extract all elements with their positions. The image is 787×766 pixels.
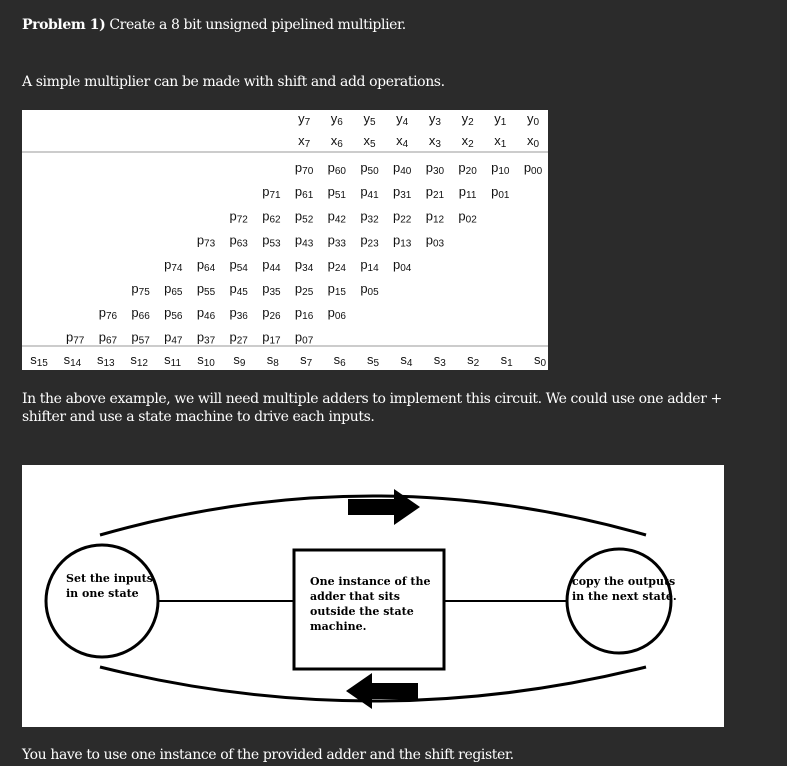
partial-product: p05 — [360, 281, 379, 298]
sum-bit: s12 — [130, 352, 149, 369]
sum-bit: s6 — [333, 352, 346, 369]
partial-product: p66 — [131, 305, 150, 323]
partial-product: p23 — [360, 232, 379, 250]
state-machine-diagram — [22, 465, 724, 727]
multiplicand-digit: y2 — [461, 111, 474, 128]
partial-product: p25 — [294, 281, 314, 298]
partial-product: p07 — [294, 329, 314, 347]
sum-bit: s11 — [164, 352, 182, 369]
partial-product: p16 — [294, 305, 314, 323]
partial-product: p30 — [425, 160, 445, 177]
sum-bit: s3 — [433, 352, 446, 369]
partial-product: p61 — [294, 184, 314, 202]
sum-bit: s7 — [300, 352, 313, 369]
multiplicand-digit: y5 — [363, 111, 376, 128]
problem-statement — [22, 16, 406, 34]
sum-bit: s4 — [400, 352, 413, 369]
multiplication-svg — [22, 110, 548, 370]
sum-bit: s5 — [366, 352, 380, 369]
partial-product: p64 — [196, 256, 216, 274]
multiplier-digit: x0 — [526, 133, 540, 150]
partial-product: p65 — [164, 281, 183, 298]
partial-product: p63 — [229, 232, 248, 250]
multiplier-digit: x4 — [396, 133, 409, 150]
multiplier-digit: x5 — [363, 133, 376, 150]
partial-product: p35 — [262, 281, 281, 298]
partial-product: p47 — [164, 329, 183, 347]
multiplier-digit: x3 — [428, 133, 441, 150]
partial-product: p70 — [294, 160, 314, 177]
partial-product: p56 — [164, 305, 183, 323]
multiplier-digit: x7 — [298, 133, 311, 150]
multiplicand-digit: y3 — [428, 111, 441, 128]
partial-product: p33 — [327, 232, 346, 250]
partial-product: p42 — [327, 208, 346, 226]
partial-product: p22 — [393, 208, 412, 226]
problem-text: Create a 8 bit unsigned pipelined multiplier. — [105, 17, 406, 33]
partial-product: p53 — [262, 232, 281, 250]
partial-product: p57 — [131, 329, 150, 347]
right-state-line-2: in the next state. — [572, 590, 677, 603]
sum-bit: s10 — [197, 352, 215, 369]
left-arrow-icon — [346, 673, 418, 709]
partial-product: p32 — [360, 208, 379, 226]
multiplier-digit: x2 — [461, 133, 474, 150]
multiplicand-digit: y1 — [494, 111, 507, 128]
adder-box-line-2: adder that sits — [310, 590, 400, 603]
partial-product: p51 — [327, 184, 346, 202]
partial-product: p31 — [393, 184, 412, 202]
partial-product: p71 — [262, 184, 281, 202]
explanation-paragraph: In the above example, we will need multiple adders to implement this circuit. We could use one adder + shifter and use a state machine to drive each inputs. — [22, 391, 722, 425]
partial-product: p14 — [360, 256, 379, 274]
partial-product: p20 — [458, 160, 477, 177]
partial-product: p62 — [262, 208, 281, 226]
partial-product: p40 — [393, 160, 412, 177]
multiplier-digit: x1 — [494, 133, 507, 150]
partial-product: p12 — [425, 208, 445, 226]
partial-product: p01 — [491, 184, 510, 202]
sum-bit: s2 — [467, 352, 480, 369]
footer-text: You have to use one instance of the provided adder and the shift register. — [22, 747, 514, 763]
sum-bit: s14 — [63, 352, 82, 369]
sum-bit: s15 — [30, 352, 48, 369]
partial-product: p02 — [458, 208, 477, 226]
multiplicand-digit: y6 — [330, 111, 343, 128]
partial-product: p43 — [294, 232, 314, 250]
partial-product: p10 — [491, 160, 510, 177]
partial-product: p26 — [262, 305, 281, 323]
partial-product: p50 — [360, 160, 379, 177]
state-diagram-svg — [22, 465, 724, 727]
partial-product: p73 — [196, 232, 216, 250]
problem-label: Problem 1) — [22, 17, 106, 33]
partial-product: p72 — [229, 208, 248, 226]
partial-product: p52 — [294, 208, 314, 226]
adder-box-line-3: outside the state — [310, 605, 414, 618]
adder-box-line-1: One instance of the — [310, 575, 431, 588]
sum-bit: s13 — [96, 352, 115, 369]
multiplicand-digit: y0 — [526, 111, 540, 128]
left-state-line-2: in one state — [66, 587, 139, 600]
partial-product: p34 — [294, 256, 314, 274]
sum-bit: s8 — [266, 352, 279, 369]
multiplication-figure — [22, 110, 548, 370]
partial-product: p00 — [523, 160, 543, 177]
partial-product: p67 — [98, 329, 118, 347]
partial-product: p45 — [229, 281, 248, 298]
adder-box-line-4: machine. — [310, 620, 367, 633]
left-state-line-1: Set the inputs — [66, 572, 153, 585]
partial-product: p76 — [98, 305, 118, 323]
partial-product: p04 — [393, 256, 412, 274]
partial-product: p37 — [196, 329, 216, 347]
sum-bit: s0 — [533, 352, 547, 369]
multiplier-digit: x6 — [330, 133, 343, 150]
partial-product: p55 — [196, 281, 216, 298]
partial-product: p36 — [229, 305, 248, 323]
partial-product: p44 — [262, 256, 281, 274]
partial-product: p41 — [360, 184, 379, 202]
partial-product: p03 — [425, 232, 445, 250]
partial-product: p75 — [131, 281, 150, 298]
left-state-circle — [46, 545, 158, 657]
partial-product: p74 — [164, 256, 183, 274]
right-arrow-icon — [348, 489, 420, 525]
partial-product: p15 — [327, 281, 346, 298]
partial-product: p17 — [262, 329, 281, 347]
partial-product: p11 — [458, 184, 477, 202]
right-state-line-1: copy the outputs — [572, 575, 676, 588]
multiplicand-digit: y4 — [396, 111, 409, 128]
sum-bit: s1 — [500, 352, 513, 369]
partial-product: p60 — [327, 160, 346, 177]
partial-product: p24 — [327, 256, 346, 274]
partial-product: p13 — [393, 232, 412, 250]
partial-product: p77 — [66, 329, 85, 347]
intro-text: A simple multiplier can be made with shift and add operations. — [22, 74, 445, 90]
partial-product: p46 — [196, 305, 216, 323]
partial-product: p06 — [327, 305, 346, 323]
partial-product: p21 — [425, 184, 445, 202]
sum-bit: s9 — [233, 352, 246, 369]
partial-product: p54 — [229, 256, 248, 274]
partial-product: p27 — [229, 329, 248, 347]
multiplicand-digit: y7 — [298, 111, 311, 128]
